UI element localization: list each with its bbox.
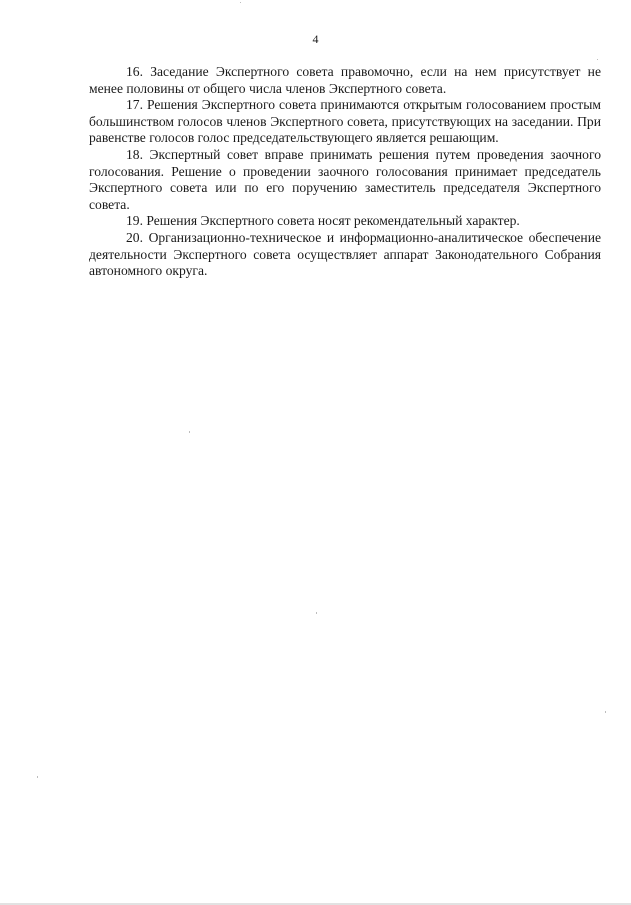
scan-speck <box>597 59 598 60</box>
page-number: 4 <box>312 32 319 46</box>
paragraph-16: 16. Заседание Экспертного совета правомочно, если на нем присутствует не менее половины от общего числа членов Экспертного совета. <box>89 64 601 96</box>
scan-speck <box>605 711 606 713</box>
scan-speck <box>240 2 241 3</box>
scan-speck <box>189 431 190 433</box>
document-body <box>89 64 601 280</box>
paragraph-18: 18. Экспертный совет вправе принимать решения путем проведения заочного голосования. Решение о проведении заочного голосования принимает председатель Экспертного совета или по его поручению заместитель председателя Экспертного совета. <box>89 146 601 212</box>
scan-speck <box>316 612 317 614</box>
paragraph-17: 17. Решения Экспертного совета принимаются открытым голосованием простым большинством голосов членов Экспертного совета, присутствующих на заседании. При равенстве голосов голос председательствующего является решающим. <box>89 97 601 146</box>
scan-speck <box>37 776 38 778</box>
paragraph-20: 20. Организационно-техническое и информационно-аналитическое обеспечение деятельности Экспертного совета осуществляет аппарат Законодательного Собрания автономного округа. <box>89 229 601 279</box>
paragraph-19: 19. Решения Экспертного совета носят рекомендательный характер. <box>126 213 520 229</box>
